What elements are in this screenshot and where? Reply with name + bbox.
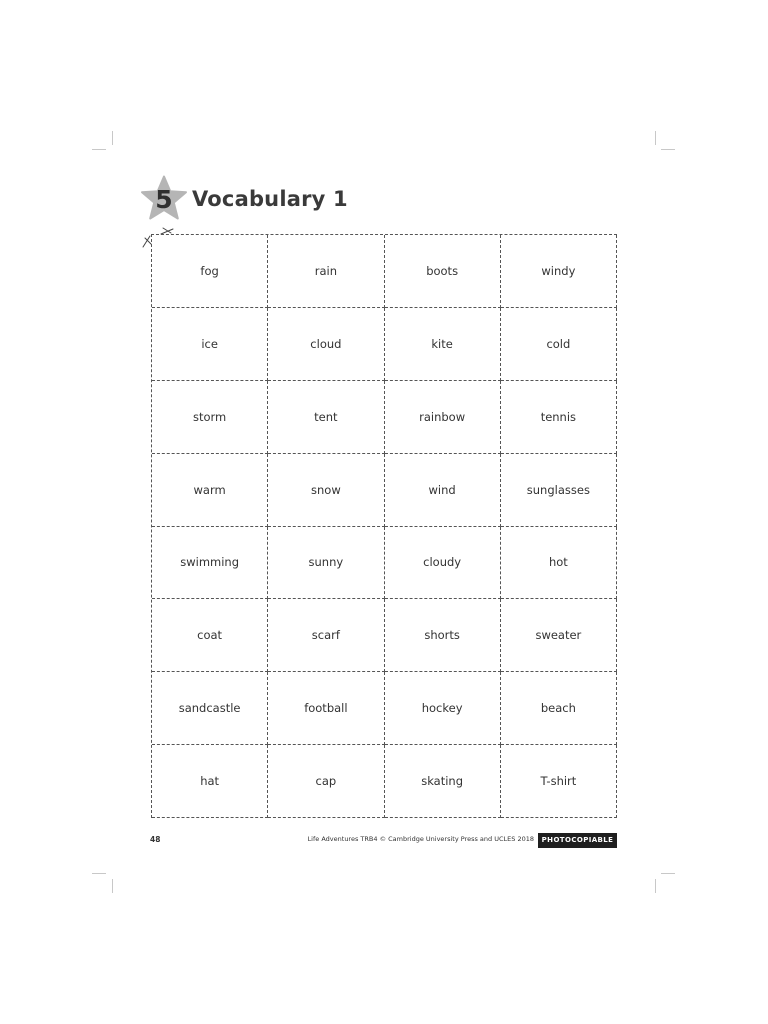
vocabulary-card: beach [501,672,617,745]
vocabulary-card: cold [501,308,617,381]
vocabulary-card: boots [385,235,501,308]
vocabulary-card: tent [268,381,384,454]
vocabulary-card: scarf [268,599,384,672]
page-number: 48 [150,835,161,844]
vocabulary-card: fog [152,235,268,308]
vocabulary-card: kite [385,308,501,381]
vocabulary-card: football [268,672,384,745]
vocabulary-card: sunglasses [501,454,617,527]
vocabulary-card: storm [152,381,268,454]
vocabulary-card: sunny [268,527,384,600]
vocabulary-card: cap [268,745,384,818]
vocabulary-card-grid [151,234,617,818]
page-header [140,174,348,224]
page-title: Vocabulary 1 [192,187,348,211]
vocabulary-card: hat [152,745,268,818]
vocabulary-card: rainbow [385,381,501,454]
vocabulary-card: sweater [501,599,617,672]
crop-mark [92,149,106,150]
page-footer [150,833,617,849]
crop-mark [661,149,675,150]
crop-mark [655,879,656,893]
vocabulary-card: rain [268,235,384,308]
vocabulary-card: shorts [385,599,501,672]
crop-mark [661,873,675,874]
vocabulary-card: cloudy [385,527,501,600]
crop-mark [112,131,113,145]
crop-mark [92,873,106,874]
vocabulary-card: swimming [152,527,268,600]
vocabulary-card: T-shirt [501,745,617,818]
vocabulary-card: ice [152,308,268,381]
photocopiable-badge: PHOTOCOPIABLE [538,833,617,848]
vocabulary-card: warm [152,454,268,527]
vocabulary-card: tennis [501,381,617,454]
vocabulary-card: hockey [385,672,501,745]
vocabulary-card: coat [152,599,268,672]
crop-mark [112,879,113,893]
vocabulary-card: snow [268,454,384,527]
vocabulary-card: skating [385,745,501,818]
crop-mark [655,131,656,145]
vocabulary-card: wind [385,454,501,527]
vocabulary-card: sandcastle [152,672,268,745]
copyright-text: Life Adventures TRB4 © Cambridge University Press and UCLES 2018 [307,835,534,843]
vocabulary-card: cloud [268,308,384,381]
vocabulary-card: windy [501,235,617,308]
vocabulary-card: hot [501,527,617,600]
unit-badge [140,175,188,223]
unit-number: 5 [155,185,173,214]
